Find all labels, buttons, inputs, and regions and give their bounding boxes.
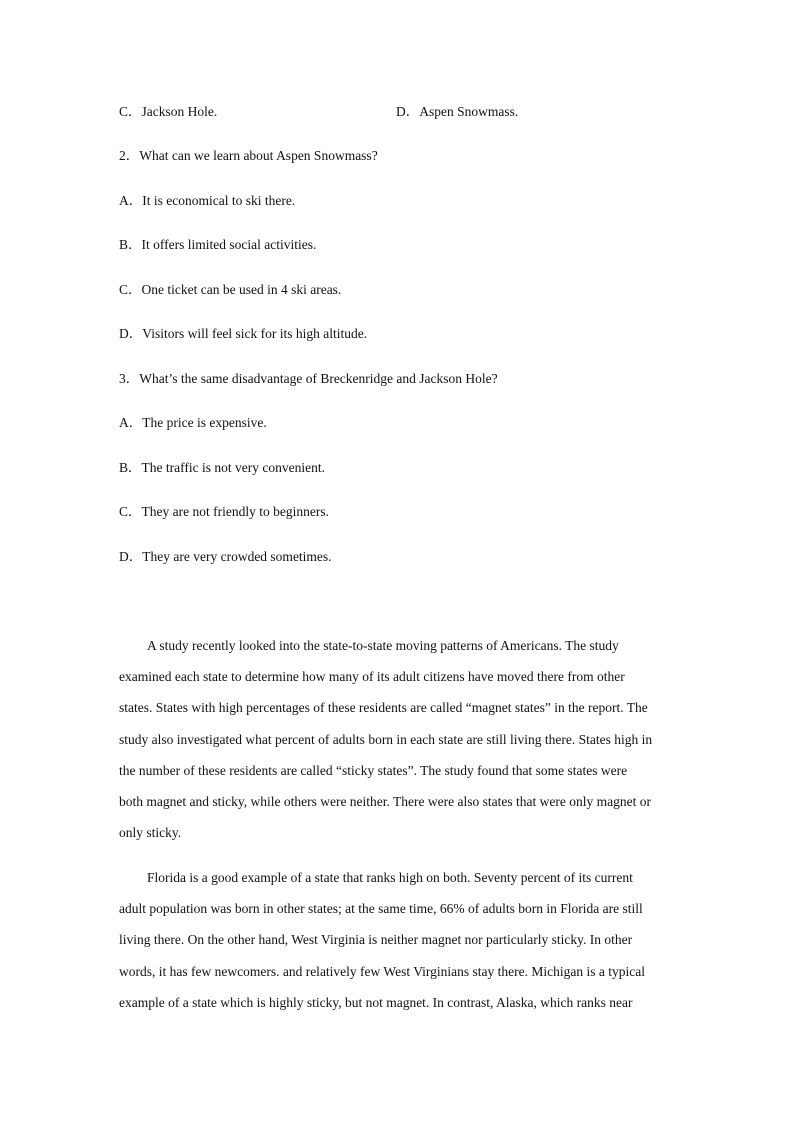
q3-option-c: C．They are not friendly to beginners. [119,504,329,519]
q1-options-cd [119,103,519,121]
q3-stem: 3．What’s the same disadvantage of Breckenridge and Jackson Hole? [119,371,498,386]
passage-line: words, it has few newcomers. and relatively few West Virginians stay there. Michigan is a typical [119,963,645,979]
q1-option-d: D．Aspen Snowmass. [396,104,519,119]
passage-paragraph-2 [119,862,679,1018]
q3-option-a: A．The price is expensive. [119,415,267,430]
passage-paragraph-1 [119,630,679,848]
q2-option-b: B．It offers limited social activities. [119,237,317,252]
passage-line: A study recently looked into the state-to-state moving patterns of Americans. The study [147,638,619,653]
passage-line: Florida is a good example of a state that ranks high on both. Seventy percent of its current [147,870,633,885]
passage-line: adult population was born in other states; at the same time, 66% of adults born in Florida are still [119,901,643,917]
passage-line: only sticky. [119,825,182,841]
passage-line: example of a state which is highly sticky, but not magnet. In contrast, Alaska, which ranks near [119,994,633,1010]
passage-line: states. States with high percentages of these residents are called “magnet states” in the report. The [119,700,648,716]
q2-option-a: A．It is economical to ski there. [119,193,296,208]
passage-line: the number of these residents are called “sticky states”. The study found that some states were [119,762,628,778]
q2-option-d: D．Visitors will feel sick for its high altitude. [119,326,368,341]
q1-option-c: C．Jackson Hole. [119,104,218,119]
passage-line: both magnet and sticky, while others were neither. There were also states that were only magnet or [119,794,651,810]
q2-option-c: C．One ticket can be used in 4 ski areas. [119,282,342,297]
passage-line: examined each state to determine how many of its adult citizens have moved there from other [119,669,625,685]
q3-option-b: B．The traffic is not very convenient. [119,460,325,475]
q2-stem: 2．What can we learn about Aspen Snowmass? [119,148,378,163]
passage-line: living there. On the other hand, West Virginia is neither magnet nor particularly sticky. In other [119,932,633,948]
q3-option-d: D．They are very crowded sometimes. [119,549,332,564]
passage-line: study also investigated what percent of adults born in each state are still living there. States high in [119,731,653,747]
